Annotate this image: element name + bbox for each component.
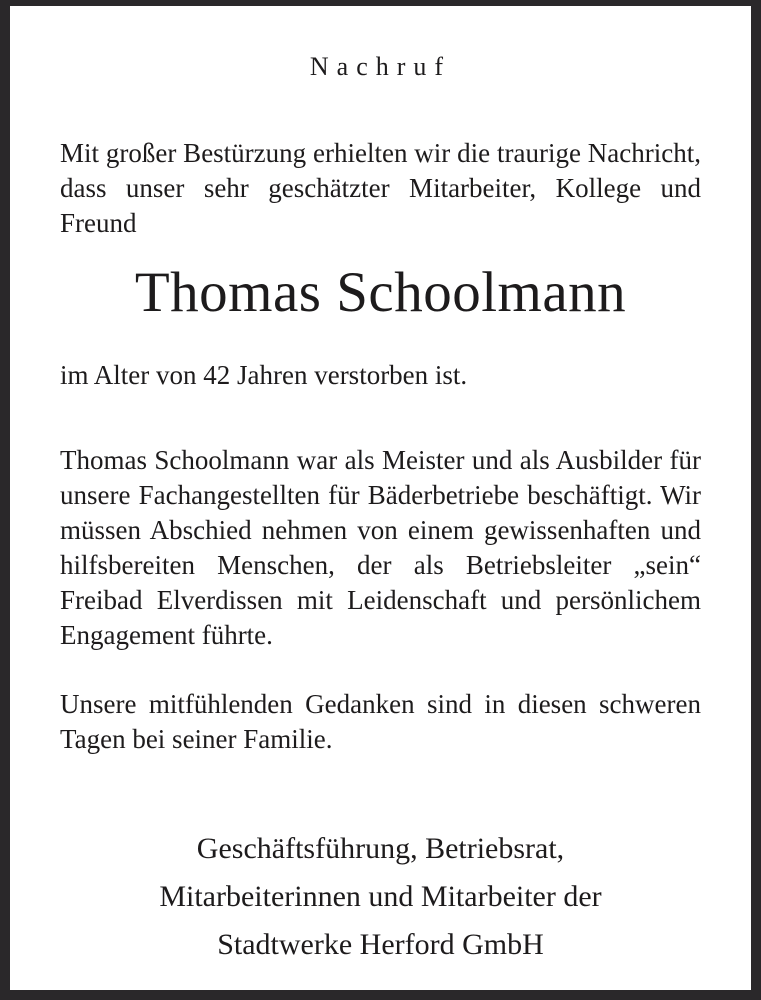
signature-block bbox=[60, 825, 701, 969]
body-paragraph: Thomas Schoolmann war als Meister und als Ausbilder für unsere Fachangestellten für Bäderbetriebe beschäftigt. Wir müssen Abschied nehmen von einem gewissenhaften und hilfsbereiten Menschen, der als Betriebsleiter „sein“ Freibad Elverdissen mit Leidenschaft und persönlichem Engagement führte. bbox=[60, 445, 701, 650]
notice-title: Nachruf bbox=[309, 52, 452, 81]
signature-line: Stadtwerke Herford GmbH bbox=[217, 928, 544, 961]
signature-line: Mitarbeiterinnen und Mitarbeiter der bbox=[159, 880, 602, 913]
signature-line: Geschäftsführung, Betriebsrat, bbox=[196, 832, 565, 865]
intro-paragraph: Mit großer Bestürzung erhielten wir die traurige Nachricht, dass unser sehr geschätzter Mitarbeiter, Kollege und Freund bbox=[60, 138, 701, 238]
age-line: im Alter von 42 Jahren verstorben ist. bbox=[60, 360, 468, 390]
deceased-name: Thomas Schoolmann bbox=[134, 261, 627, 324]
condolence-paragraph: Unsere mitfühlenden Gedanken sind in diesen schweren Tagen bei seiner Familie. bbox=[60, 689, 701, 754]
